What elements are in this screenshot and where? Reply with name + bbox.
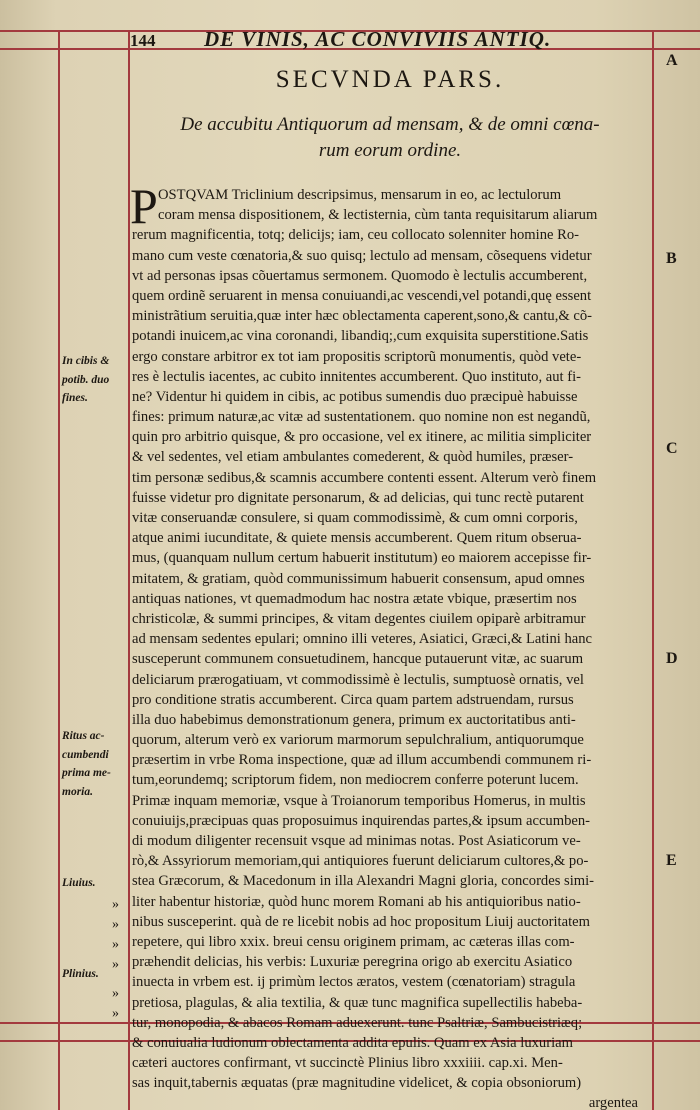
text-line: liter habentur historiæ, quòd hunc morem Romani ab his antiquioribus natio- <box>132 893 581 910</box>
text-line: & vel sedentes, vel etiam ambulantes comederent, & quòd humiles, præser- <box>132 449 574 466</box>
text-line: inuecta in vrbem est. ij primùm lectos æratos, vestem (cœnatoriam) stragula <box>132 974 576 991</box>
side-note-line: Liuius. <box>62 877 96 889</box>
side-note-line: moria. <box>62 785 93 798</box>
catchword: argentea <box>588 1095 638 1110</box>
side-note-food <box>62 352 126 408</box>
text-line: præhendit delicias, his verbis: Luxuriæ peregrina origo ab exercitu Asiatico <box>132 954 573 971</box>
text-line: mitatem, & gratiam, quòd communissimum habuerit consensum, apud omnes <box>132 570 585 587</box>
text-line: ad mensam sedentes epulari; omnino illi veteres, Asiatici, Græci,& Latini hanc <box>132 631 592 648</box>
section-marker: C <box>666 440 678 457</box>
drop-cap: P <box>130 178 158 234</box>
text-line: mus, (quanquam nullum certum habuerit institutum) eo maiorem accepisse fir- <box>132 550 592 567</box>
text-line: rò,& Assyriorum memoriam,qui antiquiores fuerunt deliciarum cultores,& po- <box>132 853 589 870</box>
text-line: fuisse videtur pro dignitate personarum, & ad delicias, qui tunc rectè putarent <box>132 489 584 506</box>
section-marker: E <box>666 852 677 869</box>
text-line: stea Græcorum, & Macedonum in illa Alexandri Magni gloria, concordes simi- <box>132 873 595 890</box>
section-marker: B <box>666 250 677 267</box>
text-line: vitæ conseruandæ consulere, si quam commodissimè, & cum omni corporis, <box>132 510 578 526</box>
side-note-line: Plinius. <box>62 968 99 980</box>
quote-mark: » <box>112 937 119 952</box>
side-note-line: fines. <box>62 392 88 405</box>
text-line: christicolæ, & summi principes, & vitam degentes ciuilem opiparè arbitramur <box>132 610 586 627</box>
text-line: tur, monopodia, & abacos Romam aduexerunt. tunc Psaltriæ, Sambucistriæq; <box>132 1014 583 1031</box>
text-line: OSTQVAM Triclinium descripsimus, mensarum in eo, ac lectulorum <box>158 187 562 203</box>
text-line: fines: primum naturæ,ac vitæ ad sustentationem. quo nomine non est negandũ, <box>132 409 591 426</box>
side-note-line: cumbendi <box>62 748 109 761</box>
side-note-line: prima me- <box>62 767 111 780</box>
side-note-ritus <box>62 727 126 801</box>
text-line: susceperunt communem consuetudinem, hancque putauerunt vitæ, ac suarum <box>132 651 584 668</box>
page-number: 144 <box>130 31 156 50</box>
text-line: præsertim in vrbe Roma inspectione, quæ ad illum accumbendi communem ri- <box>132 752 592 769</box>
text-line: potandi inuicem,ac vina coronandi, libandiq;,cum exquisita superstitione.Satis <box>132 328 589 345</box>
quote-mark: » <box>112 897 119 912</box>
text-line: tim personæ sedibus,& scamnis accumbere contenti essent. Alterum verò finem <box>132 469 597 486</box>
text-line: rerum magnificentia, totq; delicijs; iam, ceu collocato solenniter homine Ro- <box>132 227 580 244</box>
quote-mark: » <box>112 957 119 972</box>
text-line: conuiuijs,præcipuas quas proposuimus inquirendas partes,& ipsum accumben- <box>132 812 591 829</box>
text-line: res è lectulis iacentes, ac cubito innitentes accumberent. Quo instituto, aut fi- <box>132 368 582 385</box>
text-line: cæteri auctores confirmant, vt succinctè Plinius libro xxxiiii. cap.xi. Men- <box>132 1055 563 1072</box>
running-header <box>128 27 652 51</box>
text-line: quin pro arbitrio quisque, & pro occasione, vel ex itinere, ac militia simpliciter <box>132 429 592 446</box>
section-marker: D <box>666 650 678 667</box>
text-line: deliciarum prærogatiuam, vt commodissimè è lectulis, sumptuosè ornatis, vel <box>132 671 584 688</box>
text-line: & conuiualia ludionum oblectamenta addita epulis. Quam ex Asia luxuriam <box>132 1034 573 1051</box>
quote-mark: » <box>112 986 119 1001</box>
text-line: ergo constare arbitror ex tot iam propositis scriptorũ monumentis, quòd vete- <box>132 348 582 365</box>
side-note-liuius <box>62 874 126 893</box>
side-note-line: In cibis & <box>62 355 110 367</box>
text-line: atque animi iucunditate, & quiete mensis accumberent. Quem ritum obserua- <box>132 530 582 547</box>
side-note-line: potib. duo <box>62 373 110 386</box>
text-line: illa duo habebimus demonstrationum genera, primum ex auctoritatibus anti- <box>132 711 576 728</box>
chapter-title <box>150 112 630 164</box>
side-note-line: Ritus ac- <box>62 730 105 742</box>
outer-margin-rule <box>58 30 60 1110</box>
text-line: tum,eorundemq; scriptorum fidem, non mediocrem conferre poterunt lucem. <box>132 772 579 789</box>
text-line: antiquas nationes, vt quemadmodum hac nostra ætate vbique, præsertim nos <box>132 590 577 607</box>
text-line: repetere, qui libro xxix. breui censu originem primam, ac cæteras illas com- <box>132 933 575 950</box>
quote-mark: » <box>112 917 119 932</box>
text-line: pretiosa, plagulas, & alia textilia, & quæ tunc magnifica supellectilis habeba- <box>132 994 583 1011</box>
text-line: quem ordinẽ seruarent in mensa conuiuandi,ac vescendi,vel potandi,quę essent <box>132 287 592 304</box>
text-line: vt ad personas ipsas cõuertamus sermonem. Quomodo è lectulis accumberent, <box>132 267 588 284</box>
text-line: ministrãtium seruitia,quæ inter hæc oblectamenta caperent,sono,& cantu,& cõ- <box>132 308 592 325</box>
text-line: quorum, alterum verò ex variorum marmorum sepulchralium, antiquorumque <box>132 732 584 749</box>
text-line: ne? Videntur hi quidem in cibis, ac potibus sumendis duo præcipuè habuisse <box>132 388 578 405</box>
section-title: SECVNDA PARS. <box>275 66 505 93</box>
text-line: pro conditione stratis accumberent. Circa quam partem adstruendam, rursus <box>132 691 574 708</box>
text-line: sas inquit,tabernis æquatas (præ magnitudine videlicet, & copia obsoniorum) <box>132 1075 582 1092</box>
text-line: di modum diligenter recensuit vsque ad minimas notas. Post Asiaticorum ve- <box>132 833 581 849</box>
text-line: mano cum veste cœnatoria,& suo quisq; lectulo ad mensam, cõsequens videtur <box>132 247 592 264</box>
text-line: Primæ inquam memoriæ, vsque à Troianorum temporibus Homerus, in multis <box>132 792 586 809</box>
quote-mark: » <box>112 1006 119 1021</box>
chapter-title-line: De accubitu Antiquorum ad mensam, & de omni cœna- <box>180 114 600 135</box>
body-text <box>130 178 652 1110</box>
running-title: DE VINIS, AC CONVIVIIS ANTIQ. <box>204 27 552 51</box>
section-marker: A <box>666 52 678 69</box>
right-margin-rule <box>652 30 654 1110</box>
text-line: nibus susceperint. quà de re licebit nobis ad hoc propositum Liuij auctoritatem <box>132 913 590 930</box>
text-line: coram mensa dispositionem, & lectisternia, cùm tanta requisitarum aliarum <box>158 207 598 224</box>
chapter-title-line: rum eorum ordine. <box>318 140 462 161</box>
